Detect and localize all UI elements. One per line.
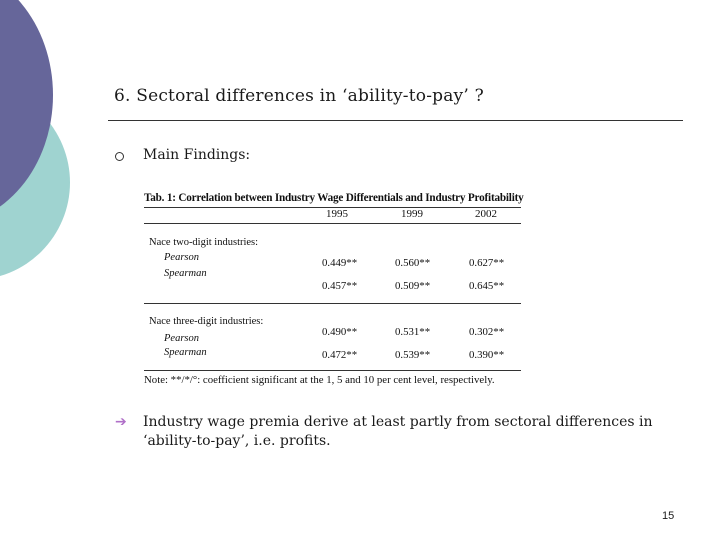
main-findings-label: Main Findings: xyxy=(143,147,251,163)
title-divider xyxy=(108,120,683,121)
table-cell: 0.390** xyxy=(469,349,505,361)
table-cell: 0.457** xyxy=(322,280,358,292)
right-arrow-icon: ➔ xyxy=(115,414,127,430)
circle-bullet-icon xyxy=(115,152,124,161)
table-cell: 0.539** xyxy=(395,349,431,361)
table-bottom-rule xyxy=(144,370,521,371)
table-cell: 0.645** xyxy=(469,280,505,292)
page-number: 15 xyxy=(662,510,675,522)
table-cell: 0.560** xyxy=(395,257,431,269)
table-cell: 0.627** xyxy=(469,257,505,269)
row-label: Pearson xyxy=(164,252,199,263)
group-label: Nace two-digit industries: xyxy=(149,237,259,248)
table-cell: 0.449** xyxy=(322,257,358,269)
table-cell: 0.531** xyxy=(395,326,431,338)
row-label: Spearman xyxy=(164,347,207,358)
table-cell: 0.302** xyxy=(469,326,505,338)
table-cell: 0.472** xyxy=(322,349,358,361)
header-rule xyxy=(144,223,521,224)
row-label: Spearman xyxy=(164,268,207,279)
table-note: Note: **/*/°: coefficient significant at the 1, 5 and 10 per cent level, respectively. xyxy=(144,374,495,386)
conclusion-text: Industry wage premia derive at least partly from sectoral differences in ‘ability-to-pay’, i.e. profits. xyxy=(143,414,653,449)
year-header: 1995 xyxy=(326,208,348,220)
group-label: Nace three-digit industries: xyxy=(149,316,264,327)
group-divider xyxy=(144,303,521,304)
table-title: Tab. 1: Correlation between Industry Wage Differentials and Industry Profitability xyxy=(144,192,524,204)
table-cell: 0.490** xyxy=(322,326,358,338)
table-cell: 0.509** xyxy=(395,280,431,292)
year-header: 2002 xyxy=(475,208,497,220)
correlation-table xyxy=(144,192,532,388)
year-header: 1999 xyxy=(401,208,423,220)
slide-title: 6. Sectoral differences in ‘ability-to-pay’ ? xyxy=(114,86,484,106)
row-label: Pearson xyxy=(164,333,199,344)
